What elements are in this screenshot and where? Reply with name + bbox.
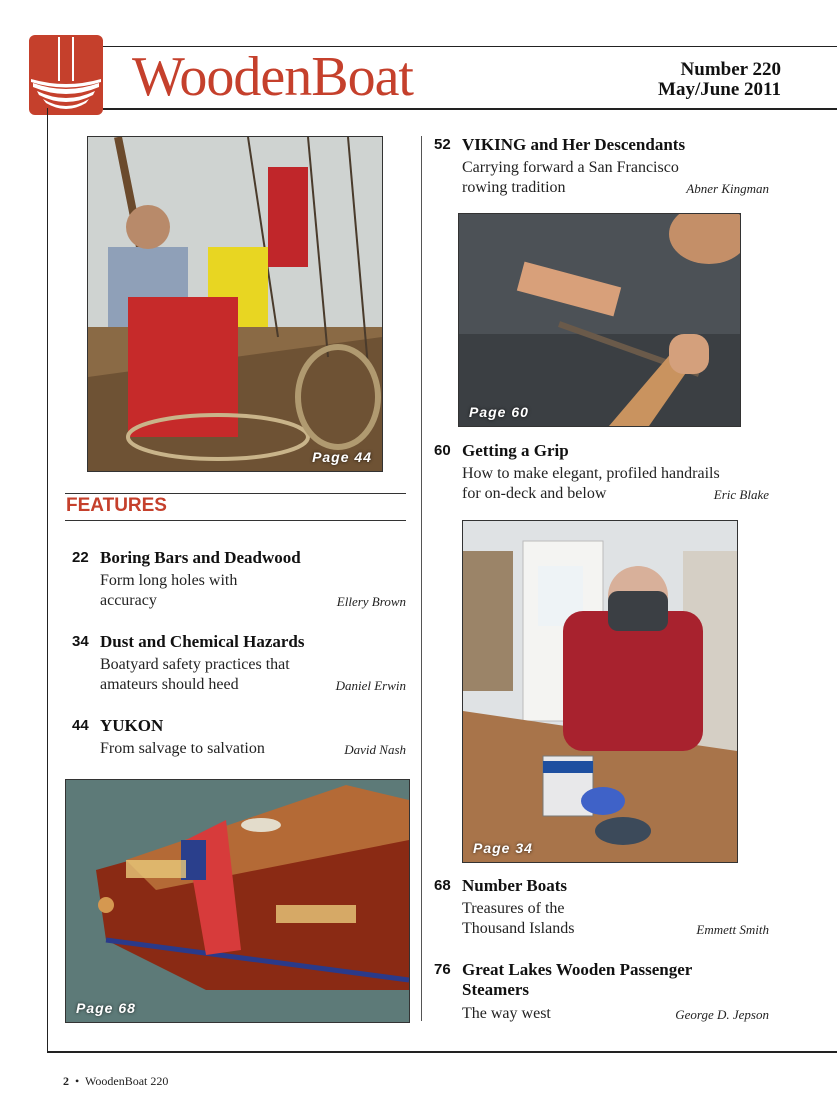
article-desc: for on-deck and below <box>462 485 607 502</box>
article-title: VIKING and Her Descendants <box>462 135 686 154</box>
article-author: Daniel Erwin <box>335 678 406 693</box>
article-desc: From salvage to salvation <box>100 740 265 757</box>
toc-entry[interactable] <box>72 633 406 695</box>
viking-ship-icon <box>29 35 103 115</box>
page-number: 60 <box>434 442 451 459</box>
toc-entry[interactable] <box>72 549 406 611</box>
toc-entry[interactable] <box>434 877 769 939</box>
issue-info <box>658 60 781 100</box>
page-number: 52 <box>434 136 451 153</box>
article-author: Eric Blake <box>713 487 769 502</box>
footer-bullet: • <box>75 1074 80 1088</box>
page-number: 44 <box>72 717 89 734</box>
article-title: Getting a Grip <box>462 441 569 460</box>
photo-label: Page 60 <box>469 404 529 420</box>
page-number: 76 <box>434 961 451 978</box>
photo-page-68 <box>65 779 410 1023</box>
left-frame-line <box>47 108 48 1053</box>
article-author: Ellery Brown <box>336 594 406 609</box>
article-desc: amateurs should heed <box>100 676 239 693</box>
toc-entry[interactable] <box>434 961 769 1025</box>
column-divider <box>421 136 422 1021</box>
page-number: 22 <box>72 549 89 566</box>
photo-label: Page 68 <box>76 1000 136 1016</box>
header-rule <box>103 108 837 110</box>
article-title: Dust and Chemical Hazards <box>100 632 305 651</box>
features-top-rule <box>65 493 406 494</box>
article-author: George D. Jepson <box>675 1007 769 1022</box>
page-footer <box>63 1074 168 1089</box>
footer-page-number: 2 <box>63 1074 69 1088</box>
photo-label: Page 44 <box>312 449 372 465</box>
article-desc: Carrying forward a San Francisco <box>462 159 679 176</box>
photo-page-34 <box>462 520 738 863</box>
article-desc: accuracy <box>100 592 157 609</box>
photo-page-44 <box>87 136 383 472</box>
article-title: Boring Bars and Deadwood <box>100 548 301 567</box>
article-title: YUKON <box>100 716 164 735</box>
article-desc: Form long holes with <box>100 572 238 589</box>
article-desc: Treasures of the <box>462 900 565 917</box>
article-title: Steamers <box>462 980 530 999</box>
footer-publication: WoodenBoat 220 <box>85 1074 169 1088</box>
logo-emblem <box>29 35 103 115</box>
features-bottom-rule <box>65 520 406 521</box>
article-desc: Thousand Islands <box>462 920 575 937</box>
article-desc: The way west <box>462 1005 551 1022</box>
article-desc: How to make elegant, profiled handrails <box>462 465 720 482</box>
toc-entry[interactable] <box>72 717 406 759</box>
toc-entry[interactable] <box>434 136 769 198</box>
page-number: 68 <box>434 877 451 894</box>
article-title: Great Lakes Wooden Passenger <box>462 960 693 979</box>
article-author: David Nash <box>344 742 406 757</box>
article-author: Emmett Smith <box>696 922 769 937</box>
page-number: 34 <box>72 633 89 650</box>
photo-page-60 <box>458 213 741 427</box>
features-heading: FEATURES <box>66 495 167 516</box>
issue-number: Number 220 <box>680 59 781 80</box>
article-desc: rowing tradition <box>462 179 566 196</box>
toc-entry[interactable] <box>434 442 769 504</box>
masthead: WoodenBoat <box>132 46 413 108</box>
article-title: Number Boats <box>462 876 567 895</box>
footer-rule <box>47 1051 837 1053</box>
article-author: Abner Kingman <box>686 181 769 196</box>
photo-label: Page 34 <box>473 840 533 856</box>
issue-date: May/June 2011 <box>658 79 781 100</box>
article-desc: Boatyard safety practices that <box>100 656 290 673</box>
